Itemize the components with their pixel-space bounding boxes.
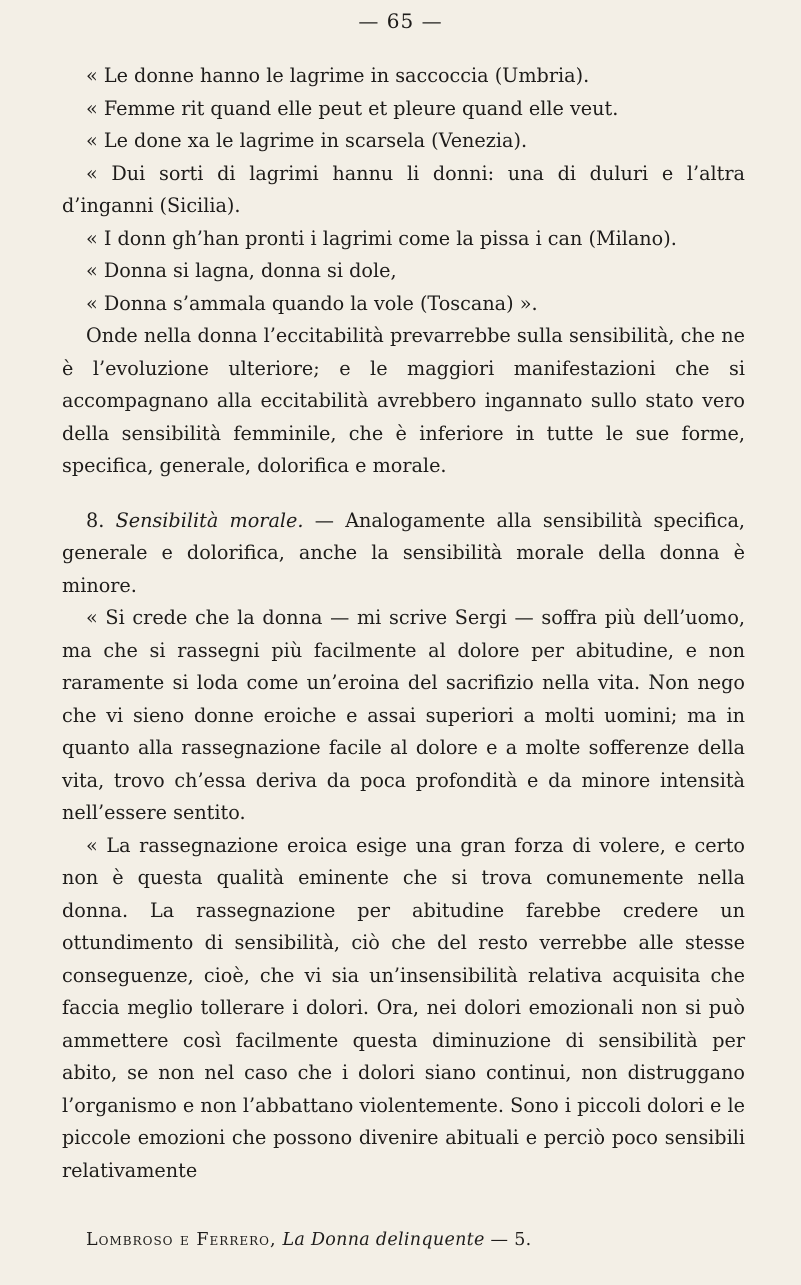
proverb: « Dui sorti di lagrimi hannu li donni: una di duluri e l’altra d’inganni (Sicilia). <box>62 161 745 217</box>
section-text: — Analogamente alla sensibilità specifica, generale e dolorifica, anche la sensibilità morale della donna è minore. <box>62 508 746 597</box>
section-paragraph <box>62 505 745 603</box>
proverb: « Femme rit quand elle peut et pleure quand elle veut. <box>86 96 619 120</box>
section-number: 8. <box>86 508 105 532</box>
page-footer <box>86 1230 532 1250</box>
paragraph: « Si crede che la donna — mi scrive Sergi — soffra più dell’uomo, ma che si rassegni più facilmente al dolore per abitudine, e non raramente si loda come un’eroina del sacrifizio nella vita. Non nego che vi sieno donne eroiche e assai superiori a molti uomini; ma in quanto alla rassegnazione facile al dolore e a molte sofferenze della vita, trovo ch’essa deriva da poca profondità e da minore intensità nell’essere sentito. <box>62 606 745 824</box>
paragraph: « La rassegnazione eroica esige una gran forza di volere, e certo non è questa qualità eminente che si trova comunemente nella donna. La rassegnazione per abitudine farebbe credere un ottundimento di sensibilità, ciò che del resto verrebbe alle stesse conseguenze, cioè, che vi sia un’insensibilità relativa acquisita che faccia meglio tollerare i dolori. Ora, nei dolori emozionali non si può ammettere così facilmente questa diminuzione di sensibilità per abito, se non nel caso che i dolori siano continui, non distruggano l’organismo e non l’abbattano violentemente. Sono i piccoli dolori e le piccole emozioni che possono divenire abituali e perciò poco sensibili relativamente <box>62 833 745 1182</box>
section-title: Sensibilità morale. <box>115 508 304 532</box>
footer-title: La Donna delinquente <box>282 1230 485 1250</box>
paragraph: Onde nella donna l’eccitabilità prevarrebbe sulla sensibilità, che ne è l’evoluzione ulteriore; e le maggiori manifestazioni che si accompagnano alla eccitabilità avrebbero ingannato sullo stato vero della sensibilità femminile, che è inferiore in tutte le sue forme, specifica, generale, dolorifica e morale. <box>62 324 745 477</box>
proverb: « Donna s’ammala quando la vole (Toscana) ». <box>86 291 538 315</box>
proverb: « Le donne hanno le lagrime in saccoccia (Umbria). <box>86 64 590 87</box>
footer-authors: Lombroso e Ferrero, <box>86 1230 277 1250</box>
proverb-list <box>62 60 745 320</box>
proverb: « I donn gh’han pronti i lagrimi come la pissa i can (Milano). <box>86 226 677 250</box>
proverb: « Le done xa le lagrime in scarsela (Venezia). <box>86 129 528 152</box>
footer-signature: — 5. <box>490 1230 532 1250</box>
proverb: « Donna si lagna, donna si dole, <box>86 259 397 282</box>
page-number: — 65 — <box>358 9 443 33</box>
